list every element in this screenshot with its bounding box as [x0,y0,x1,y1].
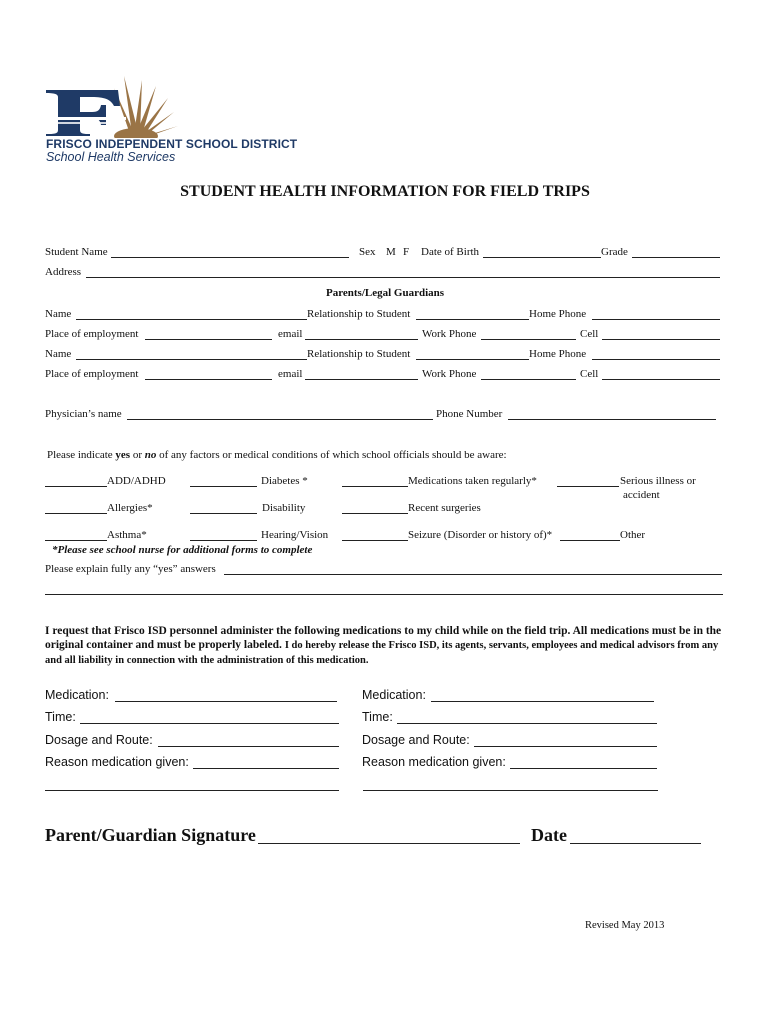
address-label: Address [45,266,82,278]
guardian1-home-phone-field[interactable] [592,319,720,320]
signature-field[interactable] [258,843,520,844]
allergies-label: Allergies* [107,502,153,514]
time-1-label: Time: [45,710,76,724]
guardian1-cell-label: Cell [580,328,599,340]
medication-2-label: Medication: [362,688,426,702]
date-field[interactable] [570,843,701,844]
add-adhd-blank[interactable] [45,486,107,487]
asthma-label: Asthma* [107,529,147,541]
physician-name-field[interactable] [127,419,433,420]
guardian2-cell-label: Cell [580,368,599,380]
guardian2-name-field[interactable] [76,359,307,360]
surgeries-label: Recent surgeries [408,502,481,514]
guardian2-email-field[interactable] [305,379,418,380]
reason-1-field[interactable] [193,768,339,769]
guardian2-home-phone-label: Home Phone [529,348,587,360]
add-adhd-label: ADD/ADHD [107,475,166,487]
sex-label: Sex [359,246,376,258]
frisco-isd-logo [44,72,179,138]
diabetes-label: Diabetes * [261,475,308,487]
asthma-blank[interactable] [45,540,107,541]
form-title: STUDENT HEALTH INFORMATION FOR FIELD TRIPS [180,183,590,200]
hearing-label: Hearing/Vision [261,529,329,541]
serious-illness-blank[interactable] [557,486,619,487]
serious-illness-label-2: accident [623,489,660,501]
dosage-2-label: Dosage and Route: [362,733,470,747]
sunburst-icon [114,76,178,138]
guardian1-name-field[interactable] [76,319,307,320]
sex-m-option[interactable]: M [386,246,396,258]
medication-request-paragraph: I request that Frisco ISD personnel administer the following medications to my child while on the field trip. All medications must be in the original container and must be properly labeled. I do hereby release the Frisco ISD, its agents, servants, employees and medical advisors from any and all liability in connection with the administration of this medication. [45,625,722,666]
address-field[interactable] [86,277,720,278]
guardians-heading: Parents/Legal Guardians [325,287,445,299]
explain-label: Please explain fully any “yes” answers [45,563,216,575]
guardian2-home-phone-field[interactable] [592,359,720,360]
guardian1-cell-field[interactable] [602,339,720,340]
time-2-field[interactable] [397,723,657,724]
guardian1-name-label: Name [45,308,72,320]
diabetes-blank[interactable] [190,486,257,487]
disability-blank[interactable] [190,513,257,514]
surgeries-blank[interactable] [342,513,408,514]
physician-name-label: Physician’s name [45,408,122,420]
seizure-blank[interactable] [342,540,408,541]
guardian2-work-phone-label: Work Phone [422,368,477,380]
explain-field-line-1[interactable] [224,574,722,575]
medications-label: Medications taken regularly* [408,475,537,487]
grade-field[interactable] [632,257,720,258]
time-1-field[interactable] [80,723,339,724]
guardian1-relationship-label: Relationship to Student [307,308,411,320]
grade-label: Grade [601,246,628,258]
f-letter-icon [46,90,120,136]
other-blank[interactable] [560,540,620,541]
guardian2-relationship-field[interactable] [416,359,529,360]
guardian1-work-phone-label: Work Phone [422,328,477,340]
student-name-field[interactable] [111,257,349,258]
dosage-2-field[interactable] [474,746,657,747]
other-label: Other [620,529,646,541]
dosage-1-field[interactable] [158,746,339,747]
guardian1-home-phone-label: Home Phone [529,308,587,320]
guardian2-name-label: Name [45,348,72,360]
guardian1-email-field[interactable] [305,339,418,340]
explain-field-line-2[interactable] [45,594,723,595]
student-name-label: Student Name [45,246,108,258]
disability-label: Disability [262,502,306,514]
guardian1-employment-label: Place of employment [45,328,139,340]
dob-label: Date of Birth [421,246,480,258]
reason-1-label: Reason medication given: [45,755,189,769]
guardian1-email-label: email [278,328,303,340]
serious-illness-label: Serious illness or [620,475,696,487]
guardian2-relationship-label: Relationship to Student [307,348,411,360]
medication-1-label: Medication: [45,688,109,702]
medication-1-field[interactable] [115,701,337,702]
date-label: Date [531,825,567,845]
medications-blank[interactable] [342,486,408,487]
nurse-note: *Please see school nurse for additional forms to complete [52,544,313,556]
reason-2-field[interactable] [510,768,657,769]
district-name: FRISCO INDEPENDENT SCHOOL DISTRICT [46,137,298,151]
guardian1-employment-field[interactable] [145,339,272,340]
dob-field[interactable] [483,257,601,258]
conditions-instruction: Please indicate yes or no of any factors or medical conditions of which school officials should be aware: [47,449,507,461]
guardian2-employment-label: Place of employment [45,368,139,380]
department-name: School Health Services [46,150,176,164]
allergies-blank[interactable] [45,513,107,514]
guardian1-relationship-field[interactable] [416,319,529,320]
medication-2-field[interactable] [431,701,654,702]
revised-date: Revised May 2013 [585,920,665,931]
guardian2-email-label: email [278,368,303,380]
seizure-label: Seizure (Disorder or history of)* [408,529,553,541]
guardian2-cell-field[interactable] [602,379,720,380]
hearing-blank[interactable] [190,540,257,541]
reason-2-field-line-2[interactable] [363,790,658,791]
sex-f-option[interactable]: F [403,246,410,258]
time-2-label: Time: [362,710,393,724]
dosage-1-label: Dosage and Route: [45,733,153,747]
reason-2-label: Reason medication given: [362,755,506,769]
guardian1-work-phone-field[interactable] [481,339,576,340]
reason-1-field-line-2[interactable] [45,790,339,791]
physician-phone-field[interactable] [508,419,716,420]
physician-phone-label: Phone Number [436,408,503,420]
guardian2-work-phone-field[interactable] [481,379,576,380]
guardian2-employment-field[interactable] [145,379,272,380]
signature-label: Parent/Guardian Signature [45,825,256,845]
